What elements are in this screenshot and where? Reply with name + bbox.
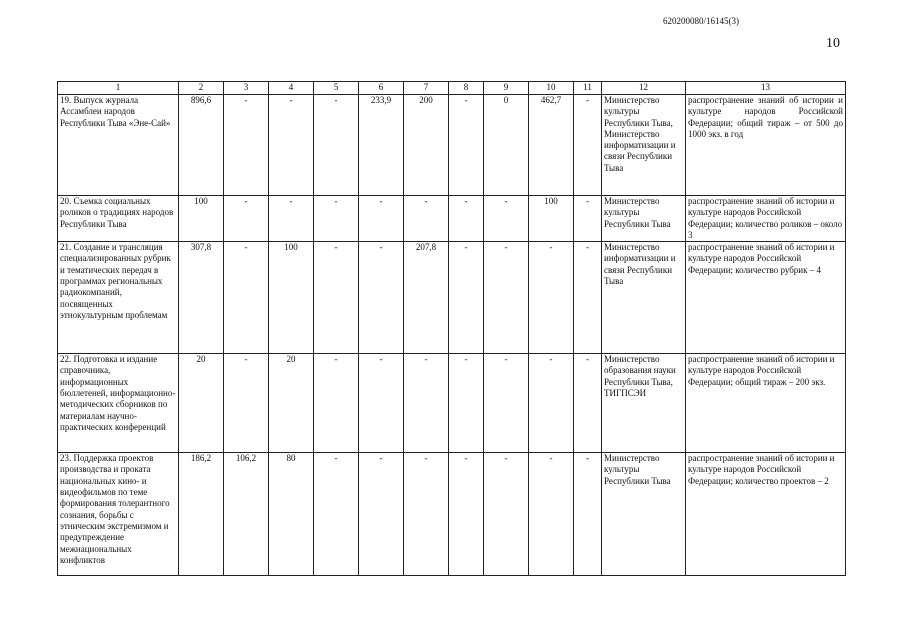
measure-name: 20. Съемка социальных роликов о традициях народов Республики Тыва xyxy=(58,196,179,242)
column-number: 13 xyxy=(686,82,846,95)
column-number: 3 xyxy=(224,82,269,95)
column-number: 11 xyxy=(574,82,602,95)
amount-cell: - xyxy=(449,242,484,354)
amount-cell: - xyxy=(314,242,359,354)
amount-cell: - xyxy=(484,196,529,242)
amount-cell: - xyxy=(449,196,484,242)
column-number: 8 xyxy=(449,82,484,95)
amount-cell: - xyxy=(404,354,449,453)
amount-cell: - xyxy=(484,242,529,354)
amount-cell: - xyxy=(574,242,602,354)
table-row xyxy=(58,453,846,576)
amount-cell: 100 xyxy=(269,242,314,354)
amount-cell: 20 xyxy=(269,354,314,453)
amount-cell: 100 xyxy=(529,196,574,242)
amount-cell: - xyxy=(574,354,602,453)
program-table xyxy=(57,81,846,576)
amount-cell: 200 xyxy=(404,95,449,196)
amount-cell: 462,7 xyxy=(529,95,574,196)
amount-cell: - xyxy=(449,453,484,576)
table-row xyxy=(58,242,846,354)
amount-cell: - xyxy=(359,354,404,453)
result-cell: распространение знаний об истории и культуре народов Российской Федерации; общий тираж – 200 экз. xyxy=(686,354,846,453)
column-number: 7 xyxy=(404,82,449,95)
amount-cell: - xyxy=(359,196,404,242)
result-cell: распространение знаний об истории и культуре народов Российской Федерации; количество проектов – 2 xyxy=(686,453,846,576)
amount-cell: - xyxy=(224,196,269,242)
amount-cell: - xyxy=(224,95,269,196)
amount-cell: 0 xyxy=(484,95,529,196)
measure-name: 21. Создание и трансляция специализированных рубрик и тематических передач в программах региональных радиокомпаний, посвященных этнокультурным проблемам xyxy=(58,242,179,354)
amount-cell: - xyxy=(359,453,404,576)
column-number: 5 xyxy=(314,82,359,95)
amount-cell: - xyxy=(314,95,359,196)
amount-cell: - xyxy=(529,453,574,576)
executor-cell: Министерство культуры Республики Тыва xyxy=(602,453,686,576)
column-number-row xyxy=(58,82,846,95)
measure-name: 22. Подготовка и издание справочника, информационных бюллетеней, информационно-методических сборников по материалам научно-практических конференций xyxy=(58,354,179,453)
page-number: 10 xyxy=(826,36,840,51)
measure-name: 23. Поддержка проектов производства и проката национальных кино- и видеофильмов по теме формирования толерантного сознания, борьбы с этническим экстремизмом и предупреждение межнациональных конфликтов xyxy=(58,453,179,576)
column-number: 1 xyxy=(58,82,179,95)
executor-cell: Министерство культуры Республики Тыва, Министерство информатизации и связи Республики Тыва xyxy=(602,95,686,196)
amount-cell: 896,6 xyxy=(179,95,224,196)
amount-cell: - xyxy=(269,196,314,242)
executor-cell: Министерство образования науки Республики Тыва, ТИГПСЭИ xyxy=(602,354,686,453)
amount-cell: - xyxy=(404,196,449,242)
amount-cell: 20 xyxy=(179,354,224,453)
amount-cell: - xyxy=(314,196,359,242)
table-row xyxy=(58,95,846,196)
document-code: 620200080/16145(3) xyxy=(663,16,739,26)
column-number: 6 xyxy=(359,82,404,95)
amount-cell: - xyxy=(449,95,484,196)
amount-cell: - xyxy=(529,354,574,453)
column-number: 10 xyxy=(529,82,574,95)
amount-cell: - xyxy=(484,453,529,576)
result-cell: распространение знаний об истории и культуре народов Российской Федерации; количество рубрик – 4 xyxy=(686,242,846,354)
amount-cell: - xyxy=(359,242,404,354)
amount-cell: 207,8 xyxy=(404,242,449,354)
amount-cell: - xyxy=(269,95,314,196)
amount-cell: 80 xyxy=(269,453,314,576)
column-number: 9 xyxy=(484,82,529,95)
amount-cell: - xyxy=(574,95,602,196)
executor-cell: Министерство информатизации и связи Республики Тыва xyxy=(602,242,686,354)
amount-cell: - xyxy=(574,453,602,576)
amount-cell: - xyxy=(314,453,359,576)
amount-cell: - xyxy=(449,354,484,453)
amount-cell: 233,9 xyxy=(359,95,404,196)
amount-cell: - xyxy=(574,196,602,242)
result-cell: распространение знаний об истории и культуре народов Российской Федерации; количество роликов – около 3 xyxy=(686,196,846,242)
column-number: 2 xyxy=(179,82,224,95)
amount-cell: - xyxy=(314,354,359,453)
table-row xyxy=(58,354,846,453)
amount-cell: - xyxy=(224,354,269,453)
table-row xyxy=(58,196,846,242)
column-number: 4 xyxy=(269,82,314,95)
amount-cell: - xyxy=(529,242,574,354)
measure-name: 19. Выпуск журнала Ассамблеи народов Республики Тыва «Эне-Сай» xyxy=(58,95,179,196)
executor-cell: Министерство культуры Республики Тыва xyxy=(602,196,686,242)
amount-cell: 307,8 xyxy=(179,242,224,354)
amount-cell: - xyxy=(404,453,449,576)
amount-cell: 100 xyxy=(179,196,224,242)
result-cell: распространение знаний об истории и культуре народов Российской Федерации; общий тираж – от 500 до 1000 экз. в год xyxy=(686,95,846,196)
amount-cell: 106,2 xyxy=(224,453,269,576)
amount-cell: - xyxy=(484,354,529,453)
amount-cell: - xyxy=(224,242,269,354)
amount-cell: 186,2 xyxy=(179,453,224,576)
column-number: 12 xyxy=(602,82,686,95)
